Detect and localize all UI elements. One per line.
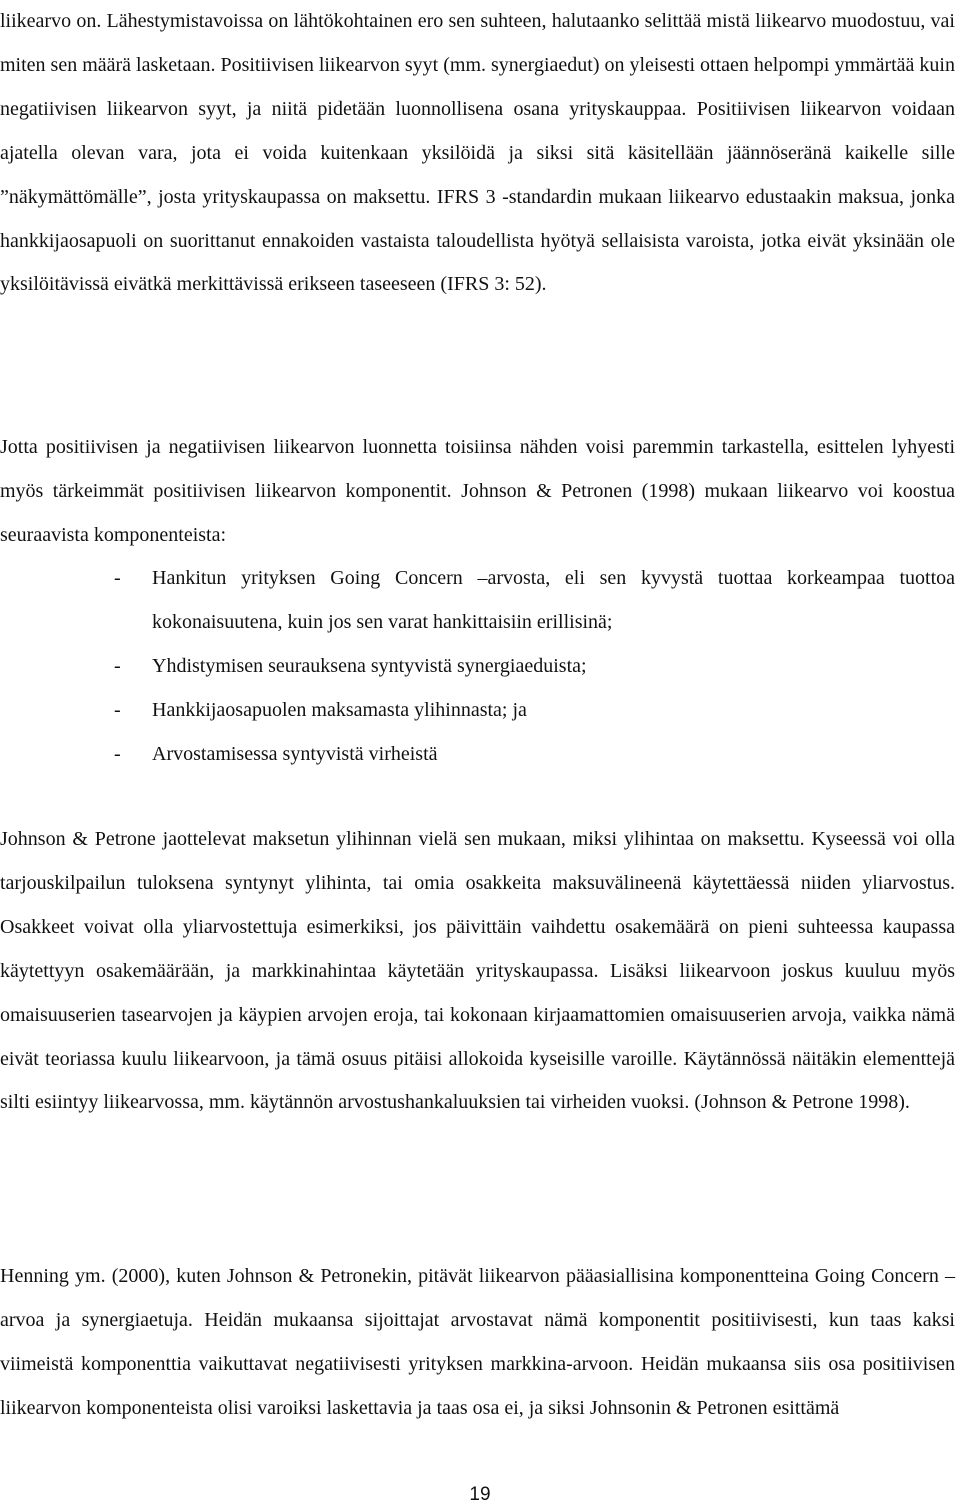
list-dash: - (114, 567, 121, 589)
list-item (0, 557, 955, 645)
list-item-text: Arvostamisessa syntyvistä virheistä (152, 742, 438, 765)
list-item (0, 645, 955, 689)
list-item-text: Hankitun yrityksen Going Concern –arvosta, eli sen kyvystä tuottaa korkeampaa tuottoa kokonaisuutena, kuin jos sen varat hankittaisiin erillisinä; (152, 567, 955, 633)
paragraph-goodwill-approaches: liikearvo on. Lähestymistavoissa on lähtökohtainen ero sen suhteen, halutaanko selittää mistä liikearvo muodostuu, vai miten sen määrä lasketaan. Positiivisen liikearvon syyt (mm. synergiaedut) on yleisesti ottaen helpompi ymmärtää kuin negatiivisen liikearvon syyt, ja niitä pidetään luonnollisena osana yrityskauppaa. Positiivisen liikearvon voidaan ajatella olevan vara, jota ei voida kuitenkaan yksilöidä ja siksi sitä käsitellään jäännöseränä kaikelle sille ”näkymättömälle”, josta yrityskaupassa on maksettu. IFRS 3 -standardin mukaan liikearvo edustaakin maksua, jonka hankkijaosapuoli on suorittanut ennakoiden vastaista taloudellista hyötyä sellaisista varoista, jotka eivät yksinään ole yksilöitävissä eivätkä merkittävissä erikseen taseeseen (IFRS 3: 52). (0, 10, 955, 296)
paragraph-henning: Henning ym. (2000), kuten Johnson & Petronekin, pitävät liikearvon pääasiallisina komponentteina Going Concern –arvoa ja synergiaetuja. Heidän mukaansa sijoittajat arvostavat nämä komponentit positiivisesti, kun taas kaksi viimeistä komponenttia vaikuttavat negatiivisesti yrityksen markkina-arvoon. Heidän mukaansa siis osa positiivisen liikearvon komponenteista olisi varoiksi laskettavia ja taas osa ei, ja siksi Johnsonin & Petronen esittämä (0, 1265, 955, 1419)
list-item-text: Hankkijaosapuolen maksamasta ylihinnasta; ja (152, 698, 527, 721)
list-item (0, 689, 955, 733)
list-item (0, 733, 955, 777)
list-dash: - (114, 654, 121, 677)
list-dash: - (114, 698, 121, 721)
list-item-text: Yhdistymisen seurauksena syntyvistä synergiaeduista; (152, 654, 587, 677)
page-number: 19 (469, 1484, 491, 1505)
paragraph-components-intro: Jotta positiivisen ja negatiivisen liikearvon luonnetta toisiinsa nähden voisi paremmin tarkastella, esittelen lyhyesti myös tärkeimmät positiivisen liikearvon komponentit. Johnson & Petronen (1998) mukaan liikearvo voi koostua seuraavista komponenteista: (0, 436, 955, 546)
paragraph-overpayment: Johnson & Petrone jaottelevat maksetun ylihinnan vielä sen mukaan, miksi ylihintaa on maksettu. Kyseessä voi olla tarjouskilpailun tuloksena syntynyt ylihinta, tai omia osakkeita maksuvälineenä käytettäessä niiden yliarvostus. Osakkeet voivat olla yliarvostettuja esimerkiksi, jos päivittäin vaihdettu osakemäärä on pieni suhteessa kaupassa käytettyyn osakemäärään, ja markkinahintaa käytetään yrityskaupassa. Lisäksi liikearvoon joskus kuuluu myös omaisuuserien tasearvojen ja käypien arvojen eroja, tai kokonaan kirjaamattomien omaisuuserien arvoja, vaikka nämä eivät teoriassa kuulu liikearvoon, ja tämä osuus pitäisi allokoida kyseisille varoille. Käytännössä näitäkin elementtejä silti esiintyy liikearvossa, mm. käytännön arvostushankaluuksien tai virheiden vuoksi. (Johnson & Petrone 1998). (0, 828, 955, 1114)
list-dash: - (114, 742, 121, 765)
goodwill-components-list (0, 557, 955, 777)
